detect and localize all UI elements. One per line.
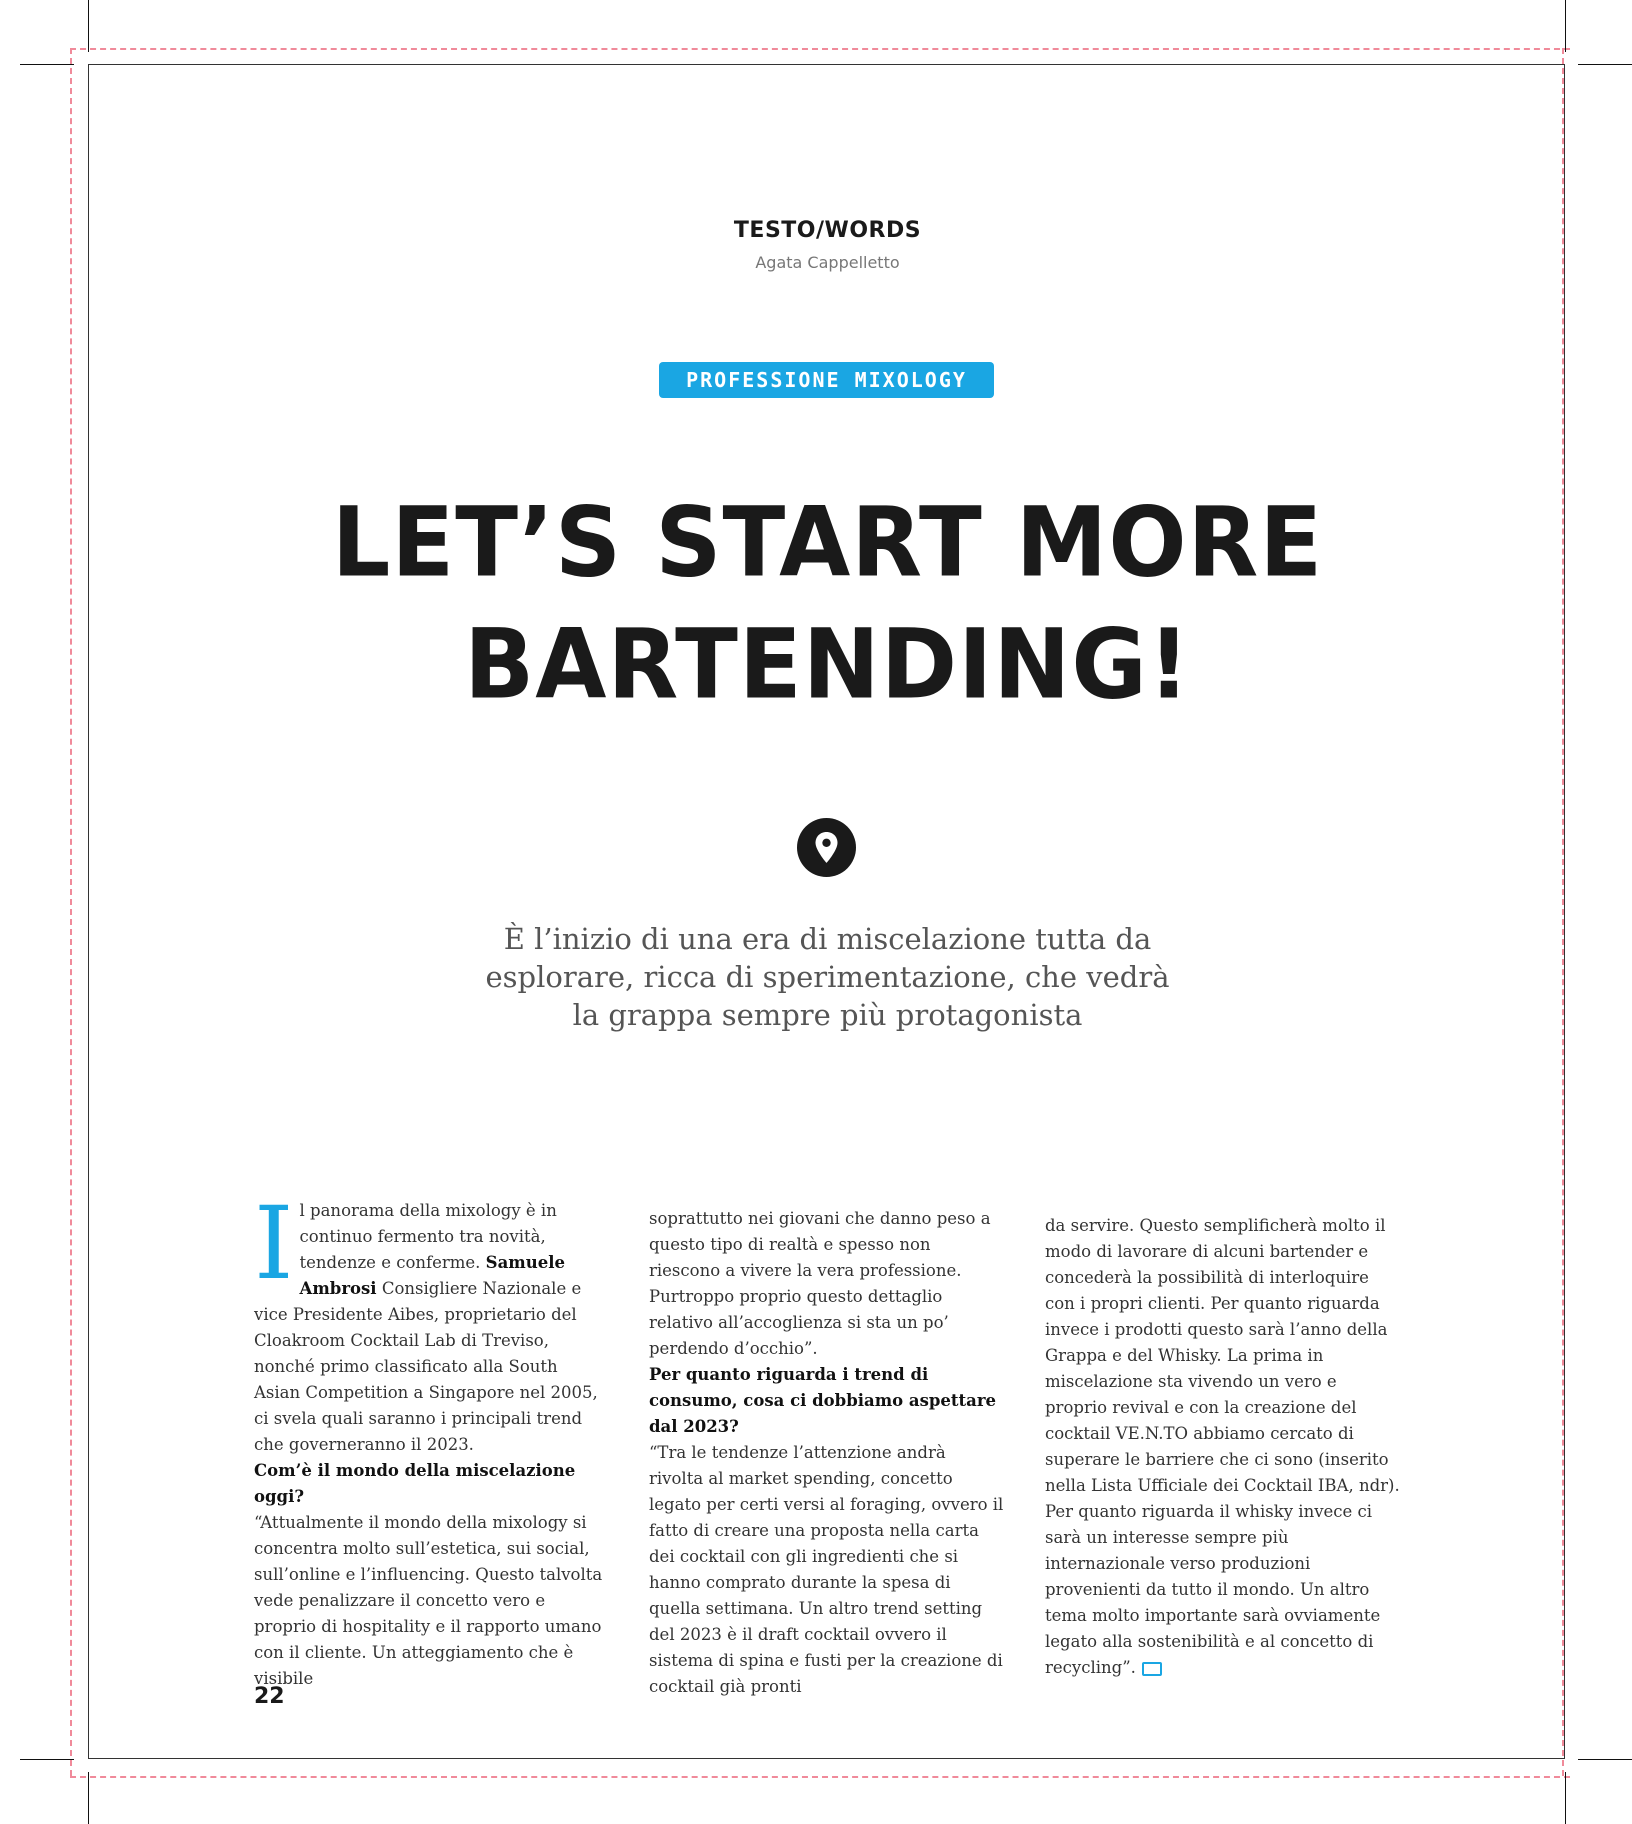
question-text: Com’è il mondo della miscelazione oggi?: [254, 1461, 576, 1506]
deck-subtitle: [420, 920, 1235, 1034]
page-number: 22: [254, 1684, 285, 1709]
question: [649, 1362, 1004, 1440]
body-column-1: [254, 1185, 609, 1692]
category-badge: PROFESSIONE MIXOLOGY: [659, 362, 994, 398]
headline-line: LET’S START MORE: [331, 486, 1324, 599]
drop-cap: I: [254, 1185, 294, 1302]
crop-mark: [88, 0, 89, 52]
crop-mark: [20, 64, 74, 65]
paragraph: soprattutto nei giovani che danno peso a questo tipo di realtà e spesso non riescono a vivere la vera professione. Purtroppo proprio questo dettaglio relativo all’accoglienza si sta un po’ perdendo d’occhio”.: [649, 1209, 991, 1358]
paragraph: [1045, 1213, 1400, 1681]
headline-line: BARTENDING!: [464, 608, 1191, 721]
bleed-line-left: [70, 48, 72, 1776]
question: [254, 1458, 609, 1510]
question-text: Per quanto riguarda i trend di consumo, cosa ci dobbiamo aspettare dal 2023?: [649, 1365, 997, 1436]
crop-mark: [1578, 64, 1632, 65]
paragraph-text: da servire. Questo semplificherà molto il modo di lavorare di alcuni bartender e concederà la possibilità di interloquire con i propri clienti. Per quanto riguarda invece i prodotti questo sarà l’anno della Grappa e del Whisky. La prima in miscelazione sta vivendo un vero e proprio revival e con la creazione del cocktail VE.N.TO abbiamo cercato di superare le barriere che ci sono (inserito nella Lista Ufficiale dei Cocktail IBA, ndr). Per quanto riguarda il whisky invece ci sarà un interesse sempre più internazionale verso produzioni provenienti da tutto il mondo. Un altro tema molto importante sarà ovviamente legato alla sostenibilità e al concetto di recycling”.: [1045, 1216, 1400, 1677]
byline-author: Agata Cappelletto: [755, 253, 900, 272]
crop-mark: [88, 1772, 89, 1824]
crop-mark: [1565, 0, 1566, 52]
answer: “Tra le tendenze l’attenzione andrà rivolta al market spending, concetto legato per certi versi al foraging, ovvero il fatto di creare una proposta nella carta dei cocktail con gli ingredienti che si hanno comprato durante la spesa di quella settimana. Un altro trend setting del 2023 è il draft cocktail ovvero il sistema di spina e fusti per la creazione di cocktail già pronti: [649, 1443, 1004, 1696]
intro-paragraph: [254, 1185, 609, 1458]
intro-text: l panorama della mixology è in continuo fermento tra novità, tendenze e conferme.: [299, 1201, 557, 1272]
body-column-2: [649, 1206, 1004, 1700]
map-pin-icon: [797, 818, 856, 877]
end-of-article-icon: [1142, 1662, 1162, 1676]
intro-text: Consigliere Nazionale e vice Presidente Aibes, proprietario del Cloakroom Cocktail Lab di Treviso, nonché primo classificato alla South Asian Competition a Singapore nel 2005, ci svela quali saranno i principali trend che governeranno il 2023.: [254, 1279, 598, 1454]
bleed-line-top: [70, 48, 1570, 50]
crop-mark: [1565, 1772, 1566, 1824]
deck-line: esplorare, ricca di sperimentazione, che vedrà: [485, 960, 1170, 994]
byline-label: TESTO/WORDS: [733, 218, 922, 243]
deck-line: È l’inizio di una era di miscelazione tutta da: [503, 922, 1152, 956]
bleed-line-bottom: [70, 1776, 1570, 1778]
crop-mark: [1578, 1759, 1632, 1760]
headline: [0, 482, 1632, 726]
answer: “Attualmente il mondo della mixology si concentra molto sull’estetica, sui social, sull’online e l’influencing. Questo talvolta vede penalizzare il concetto vero e proprio di hospitality e il rapporto umano con il cliente. Un atteggiamento che è visibile: [254, 1513, 603, 1688]
body-column-3: [1045, 1213, 1400, 1681]
interviewee-name: Samuele Ambrosi: [299, 1253, 565, 1298]
crop-mark: [20, 1759, 74, 1760]
deck-line: la grappa sempre più protagonista: [572, 998, 1083, 1032]
